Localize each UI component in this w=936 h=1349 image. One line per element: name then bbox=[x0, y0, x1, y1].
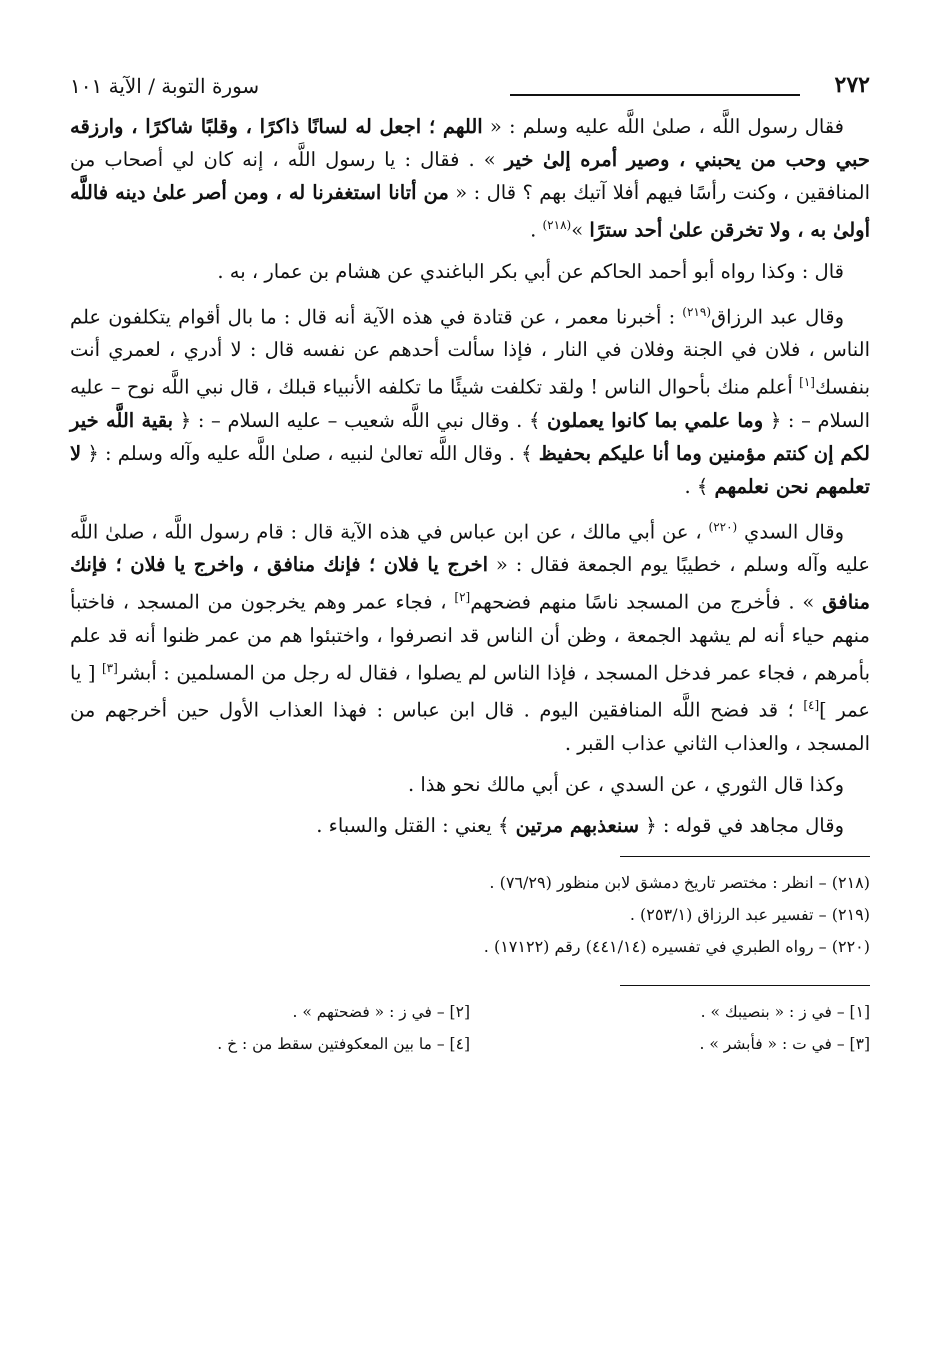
variants-separator bbox=[620, 985, 870, 986]
paragraph bbox=[70, 768, 870, 801]
paragraph bbox=[70, 511, 870, 760]
note-reference: [٢] bbox=[454, 590, 471, 604]
text-run: : أخبرنا معمر ، عن قتادة في هذه الآية أنه قال : ما بال أقوام يتكلفون علم الناس ، فلان في الجنة وفلان في النار ، فإذا سألت أحدهم عن نفسه قال : لا أدري ، لعمري أنت بنفسك bbox=[70, 305, 870, 399]
text-run: » . فقال : يا رسول اللَّه ، إنه كان لي أصحاب من المنافقين ، وكنت رأسًا فيهم أفلا آتيك بهم ؟ قال : « bbox=[70, 148, 871, 204]
text-run: » bbox=[571, 218, 590, 242]
text-run: » . فأخرج من المسجد ناسًا منهم فضحهم bbox=[470, 590, 823, 614]
footnote: (٢١٩) – تفسير عبد الرزاق (٢٥٣/١) . bbox=[629, 904, 870, 924]
book-page bbox=[70, 60, 870, 1060]
text-run: قال : وكذا رواه أبو أحمد الحاكم عن أبي بكر الباغندي عن هشام بن عمار ، به . bbox=[217, 259, 844, 283]
text-run: وكذا قال الثوري ، عن السدي ، عن أبي مالك نحو هذا . bbox=[407, 772, 844, 796]
variant-notes bbox=[70, 996, 870, 1060]
paragraph bbox=[70, 255, 870, 288]
text-run: ﴾ . وقال اللَّه تعالىٰ لنبيه ، صلىٰ اللَّه عليه وآله وسلم : ﴿ bbox=[81, 441, 539, 465]
paragraph bbox=[70, 110, 870, 247]
main-text bbox=[70, 110, 870, 842]
note-reference: [٣] bbox=[101, 660, 118, 675]
text-run: ؛ قد فضح اللَّه المنافقين اليوم . قال ابن عباس : فهذا العذاب الأول حين أخرجهم من المسجد ، والعذاب الثاني عذاب القبر . bbox=[70, 698, 870, 755]
text-run: ، فجاء عمر وهم يخرجون من المسجد ، فاختبأ منهم حياء أنه لم يشهد الجمعة ، وظن أن الناس قد انصرفوا ، واختبئوا هم من عمر ظنوا أنه قد علم بأمرهم ، فجاء عمر فدخل المسجد ، فإذا الناس لم يصلوا ، فقال له رجل من المسلمين : أبشر bbox=[70, 590, 870, 684]
text-run: أعلم منك بأحوال الناس ! ولقد تكلفت شيئًا ما تكلفه الأنبياء قبلك ، قال نبي اللَّه نوح – عليه السلام – : ﴿ bbox=[70, 375, 870, 432]
variant-note: [٢] – في ز : « فضحتهم » . bbox=[292, 1002, 470, 1021]
paragraph bbox=[70, 296, 870, 503]
note-reference: (٢١٩) bbox=[682, 304, 712, 319]
quoted-text: وما علمي بما كانوا يعملون bbox=[547, 408, 764, 432]
page-header bbox=[70, 60, 870, 110]
text-run: . bbox=[530, 218, 543, 242]
variant-note: [٤] – ما بين المعكوفتين سقط من : خ . bbox=[217, 1034, 470, 1053]
variant-note: [١] – في ز : « بنصيبك » . bbox=[700, 1002, 870, 1021]
footnote-separator bbox=[620, 856, 870, 857]
text-run: ، عن أبي مالك ، عن ابن عباس في هذه الآية قال : قام رسول اللَّه ، صلىٰ اللَّه عليه وآله وسلم ، خطيبًا يوم الجمعة فقال : « bbox=[70, 520, 870, 576]
quoted-text: سنعذبهم مرتين bbox=[515, 813, 640, 837]
text-run: وقال مجاهد في قوله : ﴿ bbox=[639, 813, 844, 837]
quoted-text: اخرج يا فلان ؛ فإنك منافق ، واخرج يا فلان ؛ فإنك منافق bbox=[70, 553, 870, 614]
quoted-text: من أتانا استغفرنا له ، ومن أصر علىٰ دينه فاللَّه أولىٰ به ، ولا تخرقن علىٰ أحد سترًا bbox=[70, 181, 870, 242]
running-title: سورة التوبة / الآية ١٠١ bbox=[70, 74, 260, 98]
text-run: ﴾ يعني : القتل والسباء . bbox=[316, 813, 516, 837]
footnotes bbox=[70, 867, 870, 963]
text-run: ﴾ . bbox=[684, 474, 715, 498]
header-rule bbox=[510, 94, 800, 96]
page-number: ٢٧٢ bbox=[834, 72, 870, 98]
footnote: (٢١٨) – انظر : مختصر تاريخ دمشق لابن منظور (٧٦/٢٩) . bbox=[489, 872, 870, 892]
variant-note: [٣] – في ت : « فأبشر » . bbox=[699, 1034, 870, 1053]
note-reference: (٢١٨) bbox=[542, 218, 572, 232]
text-run: [ يا عمر ] bbox=[70, 661, 870, 722]
text-run: ﴾ . وقال نبي اللَّه شعيب – عليه السلام – : ﴿ bbox=[173, 408, 548, 432]
note-reference: (٢٢٠) bbox=[708, 519, 738, 534]
text-run: فقال رسول اللَّه ، صلىٰ اللَّه عليه وسلم : « bbox=[482, 115, 844, 138]
paragraph bbox=[70, 809, 870, 842]
text-run: وقال السدي bbox=[737, 520, 845, 543]
text-run: وقال عبد الرزاق bbox=[711, 305, 844, 328]
quoted-text: بقية اللَّه خير لكم إن كنتم مؤمنين وما أنا عليكم بحفيظ bbox=[70, 408, 871, 465]
quoted-text: لا تعلمهم نحن نعلمهم bbox=[70, 441, 870, 498]
footnote: (٢٢٠) – رواه الطبري في تفسيره (٤٤١/١٤) رقم (١٧١٢٢) . bbox=[483, 936, 870, 956]
note-reference: [١] bbox=[799, 375, 815, 389]
quoted-text: اللهم ؛ اجعل له لسانًا ذاكرًا ، وقلبًا شاكرًا ، وارزقه حبي وحب من يحبني ، وصير أمره إلىٰ خير bbox=[70, 115, 870, 171]
note-reference: [٤] bbox=[803, 698, 820, 712]
